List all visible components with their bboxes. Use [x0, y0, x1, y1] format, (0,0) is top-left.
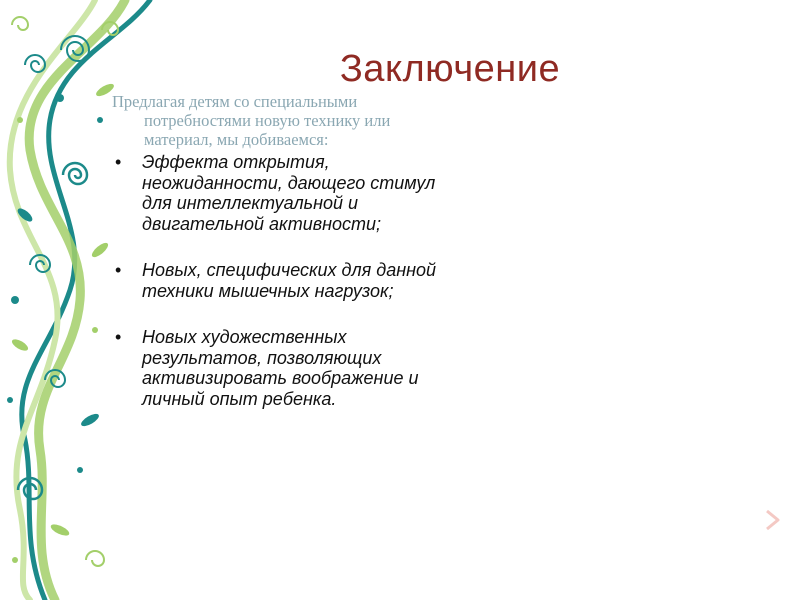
bullet-icon: •: [115, 327, 122, 347]
bullet-icon: •: [115, 152, 122, 172]
intro-line-1: Предлагая детям со специальными: [112, 92, 358, 111]
list-item-text: Новых, специфических для данной техники мышечных нагрузок;: [142, 260, 437, 301]
list-item: [112, 260, 442, 301]
list-item-text: Эффекта открытия, неожиданности, дающего стимул для интеллектуальной и двигательной активности;: [142, 152, 436, 234]
list-item-text: Новых художественных результатов, позволяющих активизировать воображение и личный опыт ребенка.: [142, 327, 419, 409]
play-arrow-icon[interactable]: [764, 508, 782, 532]
slide-title: Заключение: [339, 48, 561, 90]
intro-paragraph: [112, 92, 452, 149]
intro-line-rest: потребностями новую технику или материал, мы добиваемся:: [144, 111, 391, 149]
list-item: [112, 152, 442, 234]
list-item: [112, 327, 442, 409]
bullet-list: [112, 152, 442, 409]
bullet-icon: •: [115, 260, 122, 280]
